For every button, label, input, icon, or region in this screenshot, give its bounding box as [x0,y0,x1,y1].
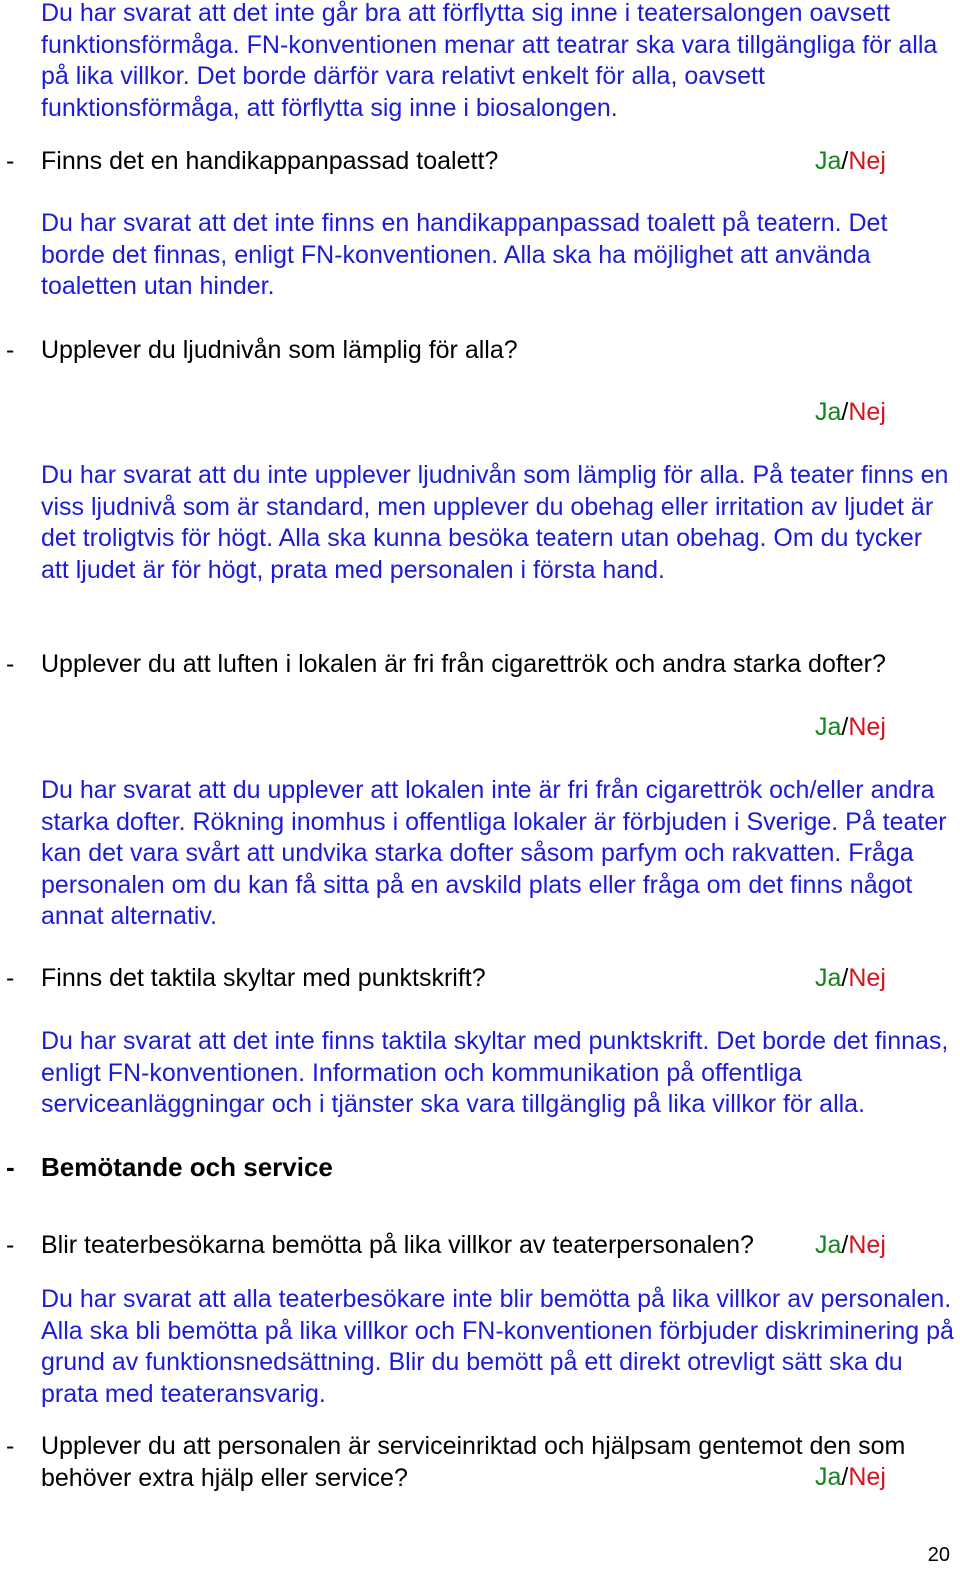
yes-label: Ja [815,1231,842,1259]
question-text: Finns det taktila skyltar med punktskrift? [41,964,486,992]
yes-label: Ja [815,398,842,426]
no-label: Nej [848,713,886,741]
yes-no-answer [815,963,886,995]
question-text: Upplever du att personalen är serviceinriktad och hjälpsam gentemot den som behöver extra hjälp eller service? [41,1432,906,1492]
question-text: Finns det en handikappanpassad toalett? [41,147,499,175]
yes-no-answer [815,397,886,429]
page-number: 20 [927,1544,950,1566]
answer-paragraph: Du har svarat att alla teaterbesökare inte blir bemötta på lika villkor av personalen. Alla ska bli bemötta på lika villkor och FN-konventionen förbjuder diskriminering på grund av funktionsnedsättning. Blir du bemött på ett direkt otrevligt sätt ska du prata med teateransvarig. [41,1285,954,1408]
yes-label: Ja [815,964,842,992]
answer-paragraph: Du har svarat att du inte upplever ljudnivån som lämplig för alla. På teater finns en viss ljudnivå som är standard, men upplever du obehag eller irritation av ljudet är det troligtvis för högt. Alla ska kunna besöka teatern utan obehag. Om du tycker att ljudet är för högt, prata med personalen i första hand. [41,461,949,584]
answer-paragraph: Du har svarat att det inte går bra att förflytta sig inne i teatersalongen oavsett funktionsförmåga. FN-konventionen menar att teatrar ska vara tillgängliga för alla på lika villkor. Det borde därför vara relativt enkelt för alla, oavsett funktionsförmåga, att förflytta sig inne i biosalongen. [41,0,938,122]
section-title: Bemötande och service [41,1152,333,1182]
list-dash: - [6,964,15,992]
list-dash: - [6,1152,15,1182]
answer-paragraph: Du har svarat att det inte finns taktila skyltar med punktskrift. Det borde det finnas, enligt FN-konventionen. Information och kommunikation på offentliga serviceanläggningar och i tjänster ska vara tillgänglig på lika villkor för alla. [41,1027,949,1118]
answer-separator: / [841,713,849,741]
yes-no-answer [815,1462,886,1494]
yes-label: Ja [815,147,842,175]
answer-separator: / [841,964,849,992]
answer-separator: / [841,1231,849,1259]
yes-no-answer [815,1230,886,1262]
no-label: Nej [848,398,886,426]
no-label: Nej [848,147,886,175]
list-dash: - [6,1231,15,1259]
answer-separator: / [841,147,849,175]
list-dash: - [6,650,15,678]
no-label: Nej [848,1231,886,1259]
yes-no-answer [815,146,886,178]
answer-separator: / [841,398,849,426]
answer-separator: / [841,1463,849,1491]
list-dash: - [6,147,15,175]
yes-label: Ja [815,1463,842,1491]
question-text: Upplever du att luften i lokalen är fri från cigarettrök och andra starka dofter? [41,650,886,678]
no-label: Nej [848,964,886,992]
answer-paragraph: Du har svarat att det inte finns en handikappanpassad toalett på teatern. Det borde det finnas, enligt FN-konventionen. Alla ska ha möjlighet att använda toaletten utan hinder. [41,209,888,300]
yes-label: Ja [815,713,842,741]
answer-paragraph: Du har svarat att du upplever att lokalen inte är fri från cigarettrök och/eller andra starka dofter. Rökning inomhus i offentliga lokaler är förbjuden i Sverige. På teater kan det vara svårt att undvika starka dofter såsom parfym och rakvatten. Fråga personalen om du kan få sitta på en avskild plats eller fråga om det finns något annat alternativ. [41,776,947,930]
list-dash: - [6,336,15,364]
yes-no-answer [815,712,886,744]
list-dash: - [6,1432,15,1460]
no-label: Nej [848,1463,886,1491]
question-text: Blir teaterbesökarna bemötta på lika villkor av teaterpersonalen? [41,1231,754,1259]
question-text: Upplever du ljudnivån som lämplig för alla? [41,336,518,364]
